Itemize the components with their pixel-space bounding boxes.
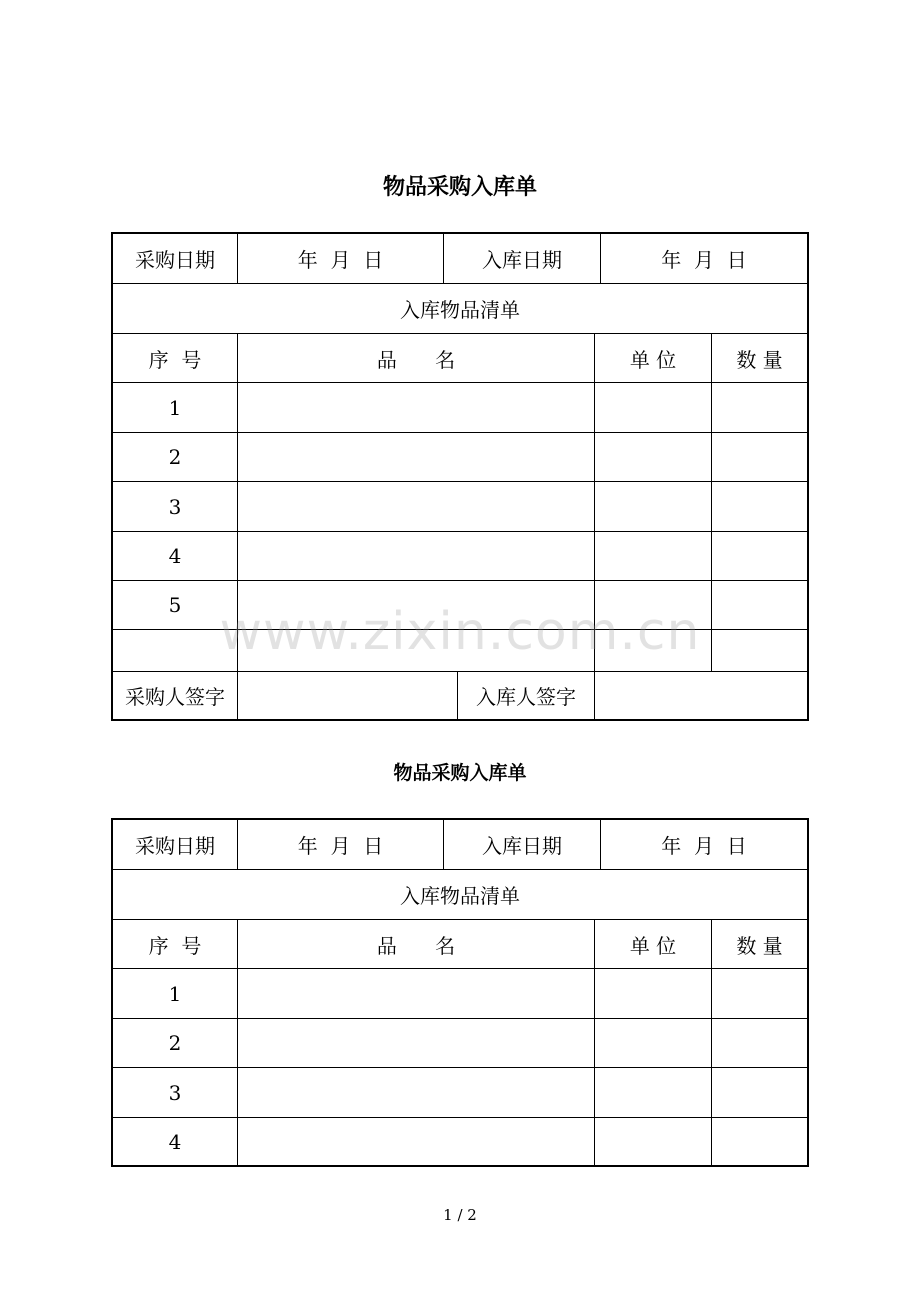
item-qty-field[interactable] xyxy=(712,1019,807,1067)
storage-date-field[interactable]: 年 月 日 xyxy=(661,248,747,272)
item-qty-field[interactable] xyxy=(712,581,807,629)
table-row xyxy=(113,1118,807,1165)
item-qty-field[interactable] xyxy=(712,1068,807,1117)
item-qty-field[interactable] xyxy=(712,532,807,580)
item-name-field[interactable] xyxy=(238,630,595,671)
row-seq: 2 xyxy=(113,433,238,481)
storage-date-label: 入库日期 xyxy=(444,234,601,283)
table-row xyxy=(113,482,807,532)
row-seq: 1 xyxy=(113,383,238,432)
item-qty-field[interactable] xyxy=(712,630,807,671)
table-row xyxy=(113,1068,807,1118)
item-name-field[interactable] xyxy=(238,482,595,531)
date-row xyxy=(113,234,807,284)
item-unit-field[interactable] xyxy=(595,482,712,531)
col-qty-header: 数 量 xyxy=(736,933,783,958)
col-unit-header: 单 位 xyxy=(595,920,712,968)
item-name-field[interactable] xyxy=(238,1068,595,1117)
item-unit-field[interactable] xyxy=(595,1068,712,1117)
col-qty-header: 数 量 xyxy=(736,347,783,372)
col-name-header: 品 名 xyxy=(238,920,595,968)
row-seq: 5 xyxy=(113,581,238,629)
item-unit-field[interactable] xyxy=(595,433,712,481)
column-header-row xyxy=(113,334,807,383)
row-seq: 2 xyxy=(113,1019,238,1067)
buyer-sign-label: 采购人签字 xyxy=(113,672,238,719)
item-unit-field[interactable] xyxy=(595,969,712,1018)
buyer-sign-field[interactable] xyxy=(238,672,458,719)
item-name-field[interactable] xyxy=(238,1019,595,1067)
item-unit-field[interactable] xyxy=(595,383,712,432)
table-row xyxy=(113,433,807,482)
purchase-date-field[interactable]: 年 月 日 xyxy=(238,820,444,869)
purchase-date-label: 采购日期 xyxy=(113,234,238,283)
item-qty-field[interactable] xyxy=(712,433,807,481)
item-unit-field[interactable] xyxy=(595,581,712,629)
item-unit-field[interactable] xyxy=(595,1019,712,1067)
watermark: www.zixin.com.cn xyxy=(219,602,701,662)
signature-row xyxy=(113,672,807,719)
item-name-field[interactable] xyxy=(238,969,595,1018)
storer-sign-field[interactable] xyxy=(595,672,807,719)
list-header-row xyxy=(113,870,807,920)
form-title: 物品采购入库单 xyxy=(393,762,527,784)
storage-date-label: 入库日期 xyxy=(444,820,601,869)
column-header-row xyxy=(113,920,807,969)
item-name-field[interactable] xyxy=(238,433,595,481)
item-qty-field[interactable] xyxy=(712,383,807,432)
table-row xyxy=(113,581,807,630)
row-seq: 4 xyxy=(113,532,238,580)
table-row xyxy=(113,630,807,672)
page-number: 1 / 2 xyxy=(443,1206,477,1224)
table-row xyxy=(113,532,807,581)
row-seq: 4 xyxy=(113,1118,238,1165)
form-title: 物品采购入库单 xyxy=(382,175,537,200)
purchase-date-field[interactable]: 年 月 日 xyxy=(238,234,444,283)
date-row xyxy=(113,820,807,870)
item-unit-field[interactable] xyxy=(595,532,712,580)
row-seq: 3 xyxy=(113,482,238,531)
item-unit-field[interactable] xyxy=(595,1118,712,1165)
table-row xyxy=(113,1019,807,1068)
purchase-date-label: 采购日期 xyxy=(113,820,238,869)
item-name-field[interactable] xyxy=(238,383,595,432)
list-header: 入库物品清单 xyxy=(400,298,520,322)
row-seq: 1 xyxy=(113,969,238,1018)
purchase-storage-form xyxy=(111,818,809,1167)
table-row xyxy=(113,383,807,433)
purchase-storage-form xyxy=(111,232,809,721)
storer-sign-label: 入库人签字 xyxy=(458,672,595,719)
col-seq-header: 序 号 xyxy=(113,334,238,382)
item-qty-field[interactable] xyxy=(712,1118,807,1165)
row-seq xyxy=(113,630,238,671)
list-header: 入库物品清单 xyxy=(400,884,520,908)
item-name-field[interactable] xyxy=(238,1118,595,1165)
table-row xyxy=(113,969,807,1019)
item-name-field[interactable] xyxy=(238,532,595,580)
item-unit-field[interactable] xyxy=(595,630,712,671)
col-name-header: 品 名 xyxy=(238,334,595,382)
col-unit-header: 单 位 xyxy=(595,334,712,382)
item-name-field[interactable] xyxy=(238,581,595,629)
storage-date-field[interactable]: 年 月 日 xyxy=(661,834,747,858)
list-header-row xyxy=(113,284,807,334)
row-seq: 3 xyxy=(113,1068,238,1117)
item-qty-field[interactable] xyxy=(712,482,807,531)
col-seq-header: 序 号 xyxy=(113,920,238,968)
item-qty-field[interactable] xyxy=(712,969,807,1018)
